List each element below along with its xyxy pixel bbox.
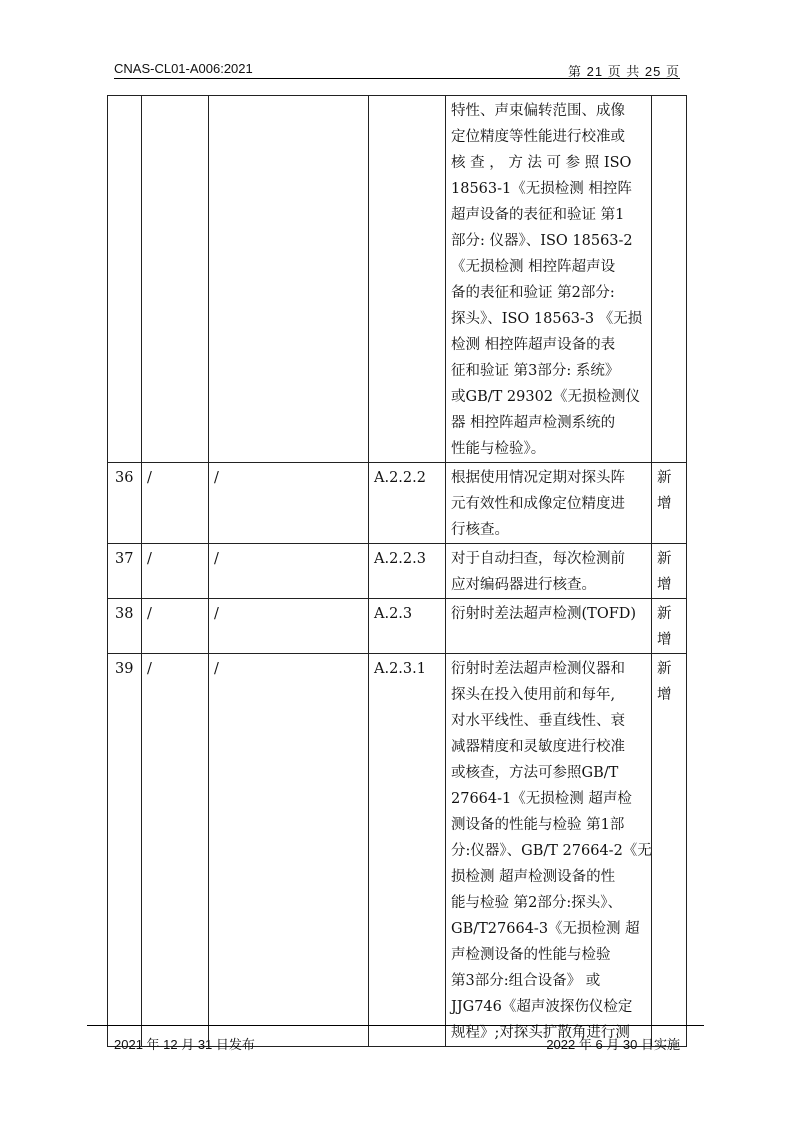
clause-cell [369,96,446,463]
description-line: 核 查 ， 方 法 可 参 照 ISO [451,155,632,171]
description-cell [446,544,652,599]
header-rule [114,78,680,79]
clause-cell: A.2.2.3 [369,544,446,599]
description-line: 超声设备的表征和验证 第1 [451,207,625,223]
effective-date: 2022 年 6 月 30 日实施 [546,1037,680,1052]
description-line: 或核查，方法可参照GB/T [451,765,619,781]
remark-cell: 新增 [652,654,687,1047]
description-line: 27664-1《无损检测 超声检 [451,791,632,807]
description-line: 第3部分:组合设备》 或 [451,973,601,989]
page-header [114,61,680,79]
description-cell [446,96,652,463]
footer-rule [87,1025,704,1026]
column-3-cell: / [209,599,369,654]
column-3-cell [209,96,369,463]
description-line: 衍射时差法超声检测仪器和 [451,661,625,677]
description-line: 器 相控阵超声检测系统的 [451,415,616,431]
row-number-cell [108,96,142,463]
description-line: 声检测设备的性能与检验 [451,947,611,963]
remark-cell: 新增 [652,544,687,599]
document-id: CNAS-CL01-A006:2021 [114,61,253,76]
row-number-cell: 36 [108,463,142,544]
clause-cell: A.2.3.1 [369,654,446,1047]
description-line: 18563-1《无损检测 相控阵 [451,181,632,197]
description-line: 衍射时差法超声检测(TOFD) [451,606,637,622]
table-row [108,96,687,463]
description-line: 减器精度和灵敏度进行校准 [451,739,625,755]
description-cell [446,463,652,544]
description-line: 对水平线性、垂直线性、衰 [451,713,625,729]
row-number-cell: 39 [108,654,142,1047]
description-cell [446,654,652,1047]
description-cell [446,599,652,654]
description-line: 元有效性和成像定位精度进 [451,496,625,512]
description-line: 应对编码器进行核查。 [451,577,596,593]
description-line: 性能与检验》。 [451,441,546,457]
description-line: 测设备的性能与检验 第1部 [451,817,625,833]
table-row [108,463,687,544]
clause-cell: A.2.2.2 [369,463,446,544]
table-row [108,654,687,1047]
description-line: 对于自动扫查，每次检测前 [451,551,625,567]
requirements-table [107,95,687,1047]
description-line: 探头在投入使用前和每年, [451,687,616,703]
description-line: 损检测 超声检测设备的性 [451,869,616,885]
row-number-cell: 38 [108,599,142,654]
description-line: 行核查。 [451,522,509,538]
description-line: 探头》、ISO 18563-3 《无损 [451,311,643,327]
issue-date: 2021 年 12 月 31 日发布 [114,1037,255,1052]
column-3-cell: / [209,463,369,544]
remark-cell: 新增 [652,463,687,544]
column-2-cell [142,96,209,463]
column-2-cell: / [142,654,209,1047]
row-number-cell: 37 [108,544,142,599]
column-2-cell: / [142,463,209,544]
clause-cell: A.2.3 [369,599,446,654]
description-line: 检测 相控阵超声设备的表 [451,337,616,353]
description-line: GB/T27664-3《无损检测 超 [451,921,640,937]
description-line: 或GB/T 29302《无损检测仪 [451,389,641,405]
table-row [108,599,687,654]
description-line: JJG746《超声波探伤仪检定 [451,999,633,1015]
description-line: 定位精度等性能进行校准或 [451,129,625,145]
description-line: 能与检验 第2部分:探头》、 [451,895,622,911]
column-2-cell: / [142,544,209,599]
remark-cell [652,96,687,463]
description-line: 规程》;对探头扩散角进行测 [451,1025,630,1041]
page-number: 第 21 页 共 25 页 [568,64,680,79]
table-body [108,96,687,1047]
column-3-cell: / [209,654,369,1047]
description-line: 《无损检测 相控阵超声设 [451,259,616,275]
description-line: 特性、声束偏转范围、成像 [451,103,625,119]
description-line: 部分: 仪器》、ISO 18563-2 [451,233,633,249]
table-row [108,544,687,599]
column-2-cell: / [142,599,209,654]
description-line: 备的表征和验证 第2部分: [451,285,615,301]
description-line: 根据使用情况定期对探头阵 [451,470,625,486]
remark-cell: 新增 [652,599,687,654]
description-line: 征和验证 第3部分: 系统》 [451,363,620,379]
description-line: 分:仪器》、GB/T 27664-2《无 [451,843,652,859]
column-3-cell: / [209,544,369,599]
